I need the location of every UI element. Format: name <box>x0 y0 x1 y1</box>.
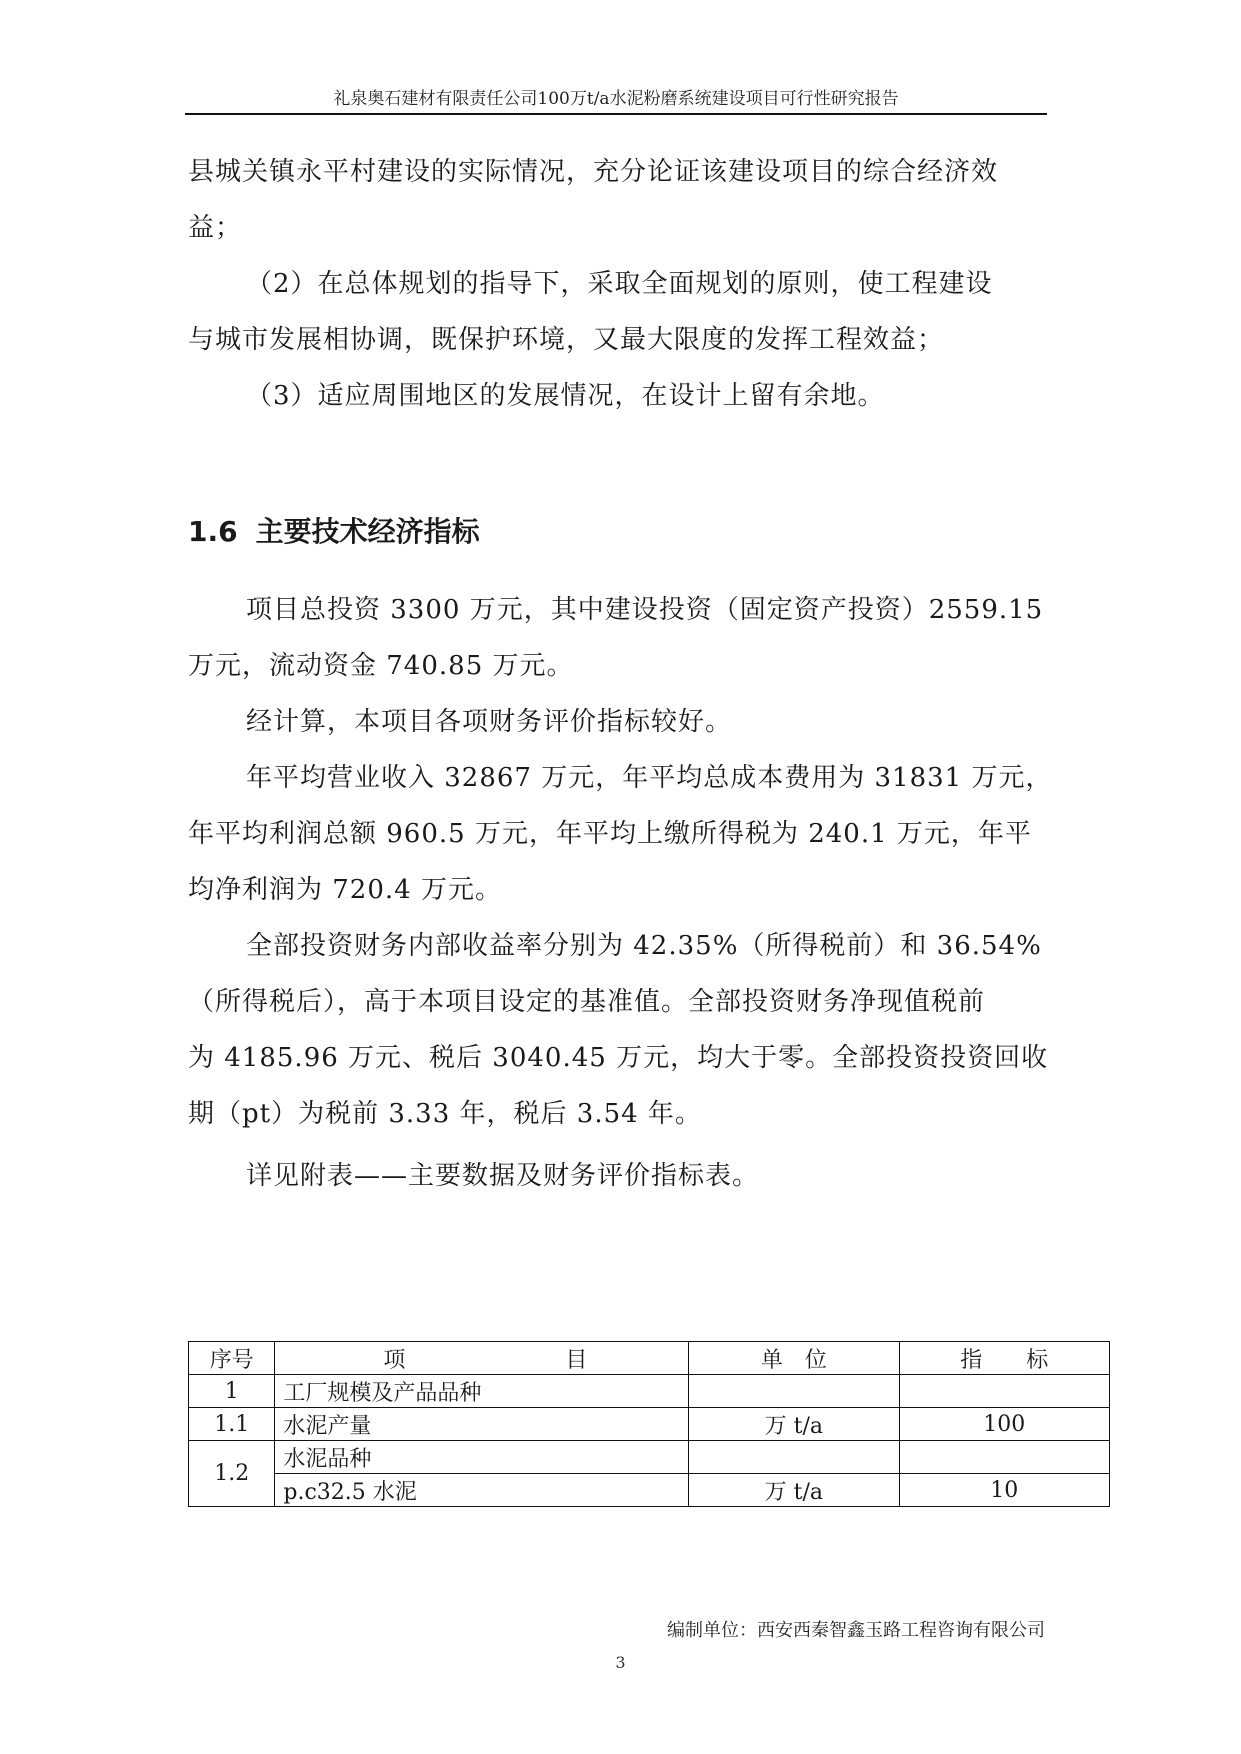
header-indicator: 指 标 <box>899 1342 1109 1375</box>
cell-item: 水泥品种 <box>275 1441 689 1474</box>
paragraph-line: 县城关镇永平村建设的实际情况，充分论证该建设项目的综合经济效 <box>188 157 999 187</box>
footer-org: 编制单位：西安西秦智鑫玉路工程咨询有限公司 <box>667 1620 1045 1641</box>
header-rule <box>185 113 1047 115</box>
paragraph-line: 与城市发展相协调，既保护环境，又最大限度的发挥工程效益； <box>188 325 945 355</box>
cell-unit <box>689 1441 899 1474</box>
running-header: 礼泉奥石建材有限责任公司100万t/a水泥粉磨系统建设项目可行性研究报告 <box>333 89 899 109</box>
cell-value <box>899 1441 1109 1474</box>
cell-unit <box>689 1375 899 1408</box>
cell-unit: 万 t/a <box>689 1408 899 1441</box>
table-row <box>189 1408 1110 1441</box>
cell-value: 100 <box>899 1408 1109 1441</box>
paragraph-line: （所得税后），高于本项目设定的基准值。全部投资财务净现值税前 <box>188 987 986 1017</box>
section-heading <box>188 510 480 550</box>
table-row <box>189 1375 1110 1408</box>
paragraph-line: 项目总投资 3300 万元，其中建设投资（固定资产投资）2559.15 <box>246 595 1044 625</box>
cell-seq: 1.1 <box>189 1408 275 1441</box>
cell-item: p.c32.5 水泥 <box>275 1474 689 1507</box>
paragraph-line: （3）适应周围地区的发展情况，在设计上留有余地。 <box>246 381 885 411</box>
paragraph-line: 万元，流动资金 740.85 万元。 <box>188 651 574 681</box>
section-title: 主要技术经济指标 <box>255 515 480 548</box>
cell-seq: 1.2 <box>189 1441 275 1507</box>
paragraph-line: 全部投资财务内部收益率分别为 42.35%（所得税前）和 36.54% <box>246 931 1042 961</box>
section-number: 1.6 <box>188 515 238 548</box>
cell-seq: 1 <box>189 1375 275 1408</box>
table-row <box>189 1474 1110 1507</box>
paragraph-line: 年平均营业收入 32867 万元，年平均总成本费用为 31831 万元， <box>246 763 1053 793</box>
indicator-table <box>188 1341 1110 1507</box>
paragraph-line: （2）在总体规划的指导下，采取全面规划的原则，使工程建设 <box>246 269 993 299</box>
cell-unit: 万 t/a <box>689 1474 899 1507</box>
paragraph-line: 均净利润为 720.4 万元。 <box>188 875 502 905</box>
cell-item: 水泥产量 <box>275 1408 689 1441</box>
header-item <box>275 1342 689 1375</box>
header-unit: 单 位 <box>689 1342 899 1375</box>
table-row <box>189 1441 1110 1474</box>
header-item-left: 项 <box>383 1347 406 1373</box>
page-number: 3 <box>615 1653 626 1672</box>
paragraph-line: 年平均利润总额 960.5 万元，年平均上缴所得税为 240.1 万元，年平 <box>188 819 1032 849</box>
paragraph-line: 经计算，本项目各项财务评价指标较好。 <box>246 707 733 737</box>
paragraph-line: 益； <box>188 213 243 243</box>
header-seq: 序号 <box>189 1342 275 1375</box>
cell-item: 工厂规模及产品品种 <box>275 1375 689 1408</box>
paragraph-line: 详见附表——主要数据及财务评价指标表。 <box>246 1161 760 1191</box>
paragraph-line: 为 4185.96 万元、税后 3040.45 万元，均大于零。全部投资投资回收 <box>188 1043 1049 1073</box>
cell-value <box>899 1375 1109 1408</box>
table-header-row <box>189 1342 1110 1375</box>
header-item-right: 目 <box>565 1347 588 1373</box>
paragraph-line: 期（pt）为税前 3.33 年，税后 3.54 年。 <box>188 1099 702 1129</box>
cell-value: 10 <box>899 1474 1109 1507</box>
